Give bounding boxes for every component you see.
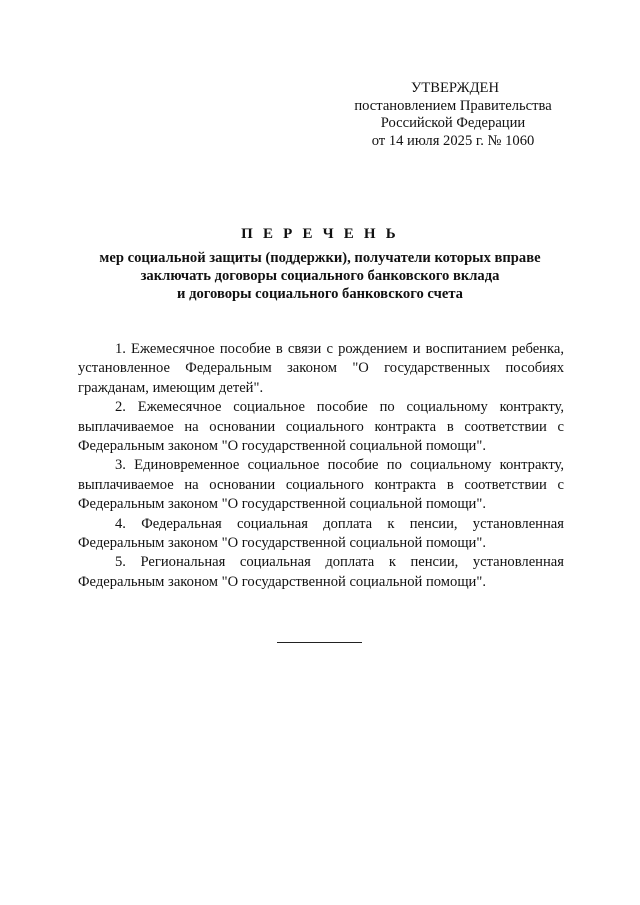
approval-line-3: от 14 июля 2025 г. № 1060	[371, 132, 535, 149]
document-subtitle	[70, 249, 570, 303]
end-divider	[277, 642, 362, 643]
subtitle-line: и договоры социального банковского счета	[177, 286, 463, 302]
subtitle-line: заключать договоры социального банковского вклада	[140, 268, 500, 284]
document-title: П Е Р Е Ч Е Н Ь	[241, 226, 399, 242]
list-item: 5. Региональная социальная доплата к пенсии, установленная Федеральным законом "О государственной социальной помощи".	[78, 554, 564, 590]
list-item: 4. Федеральная социальная доплата к пенсии, установленная Федеральным законом "О государственной социальной помощи".	[78, 515, 564, 552]
approval-title: УТВЕРЖДЕН	[411, 80, 499, 96]
approval-line-2: Российской Федерации	[380, 115, 526, 132]
approval-line-1: постановлением Правительства	[354, 97, 552, 114]
subtitle-line: мер социальной защиты (поддержки), получатели которых вправе	[99, 250, 541, 266]
approval-stamp	[338, 80, 568, 150]
measures-list	[78, 340, 564, 592]
list-item: 2. Ежемесячное социальное пособие по социальному контракту, выплачиваемое на основании социального контракта в соответствии с Федеральным законом "О государственной социальной помощи".	[78, 399, 564, 455]
list-item: 3. Единовременное социальное пособие по социальному контракту, выплачиваемое на основании социального контракта в соответствии с Федеральным законом "О государственной социальной помощи".	[78, 457, 564, 513]
list-item: 1. Ежемесячное пособие в связи с рождением и воспитанием ребенка, установленное Федеральным законом "О государственных пособиях гражданам, имеющим детей".	[78, 341, 564, 396]
